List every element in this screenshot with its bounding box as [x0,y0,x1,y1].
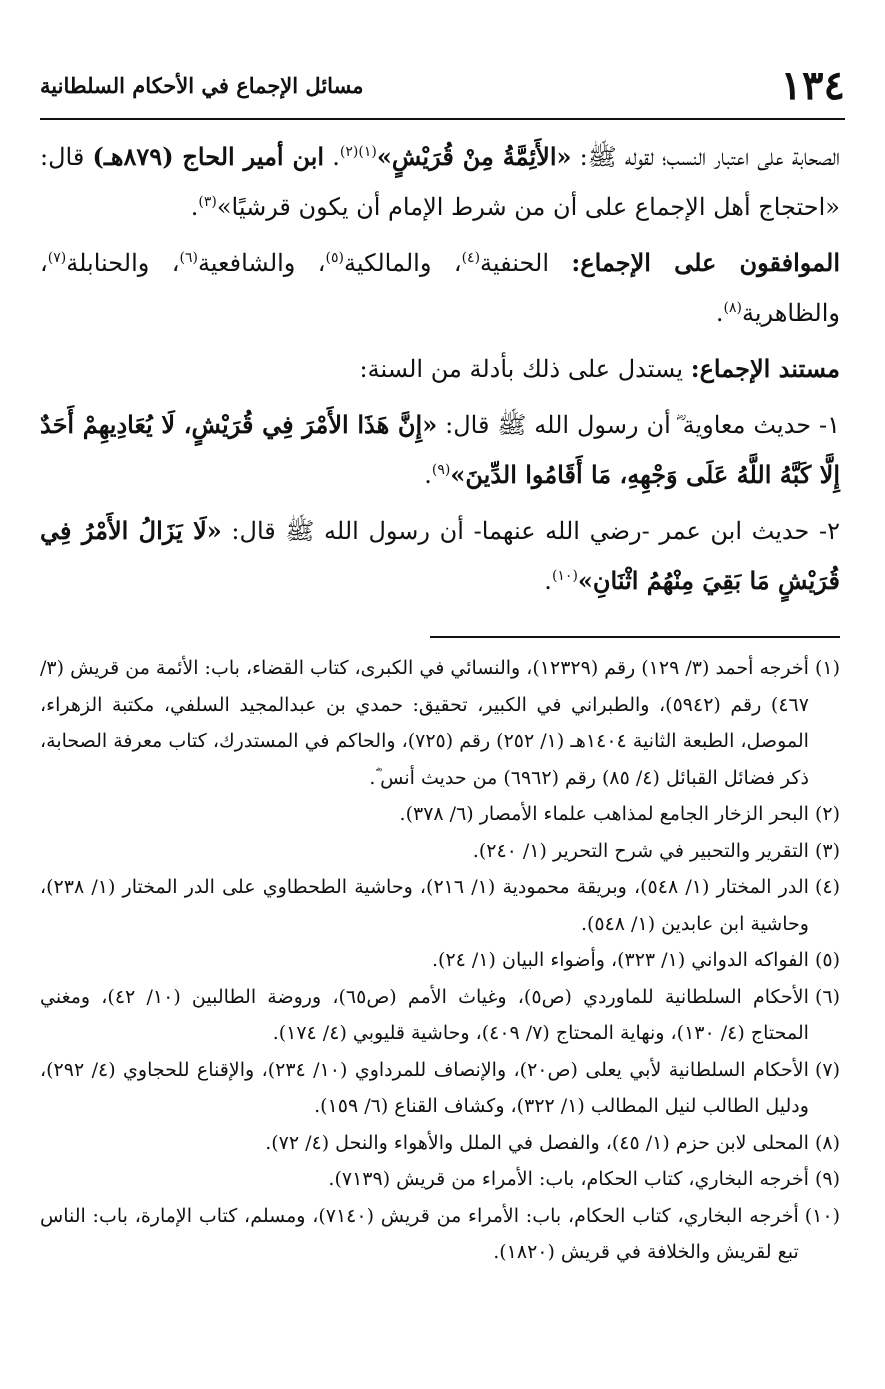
running-title: مسائل الإجماع في الأحكام السلطانية [40,72,364,98]
footnote-number: (٨) [814,1131,840,1154]
footnote-text: أخرجه البخاري، كتاب الحكام، باب: الأمراء من قريش (٧١٣٩). [328,1168,809,1190]
footnote [40,1198,840,1271]
footnote-text: البحر الزخار الجامع لمذاهب علماء الأمصار (٦/ ٣٧٨). [399,803,809,825]
footnote [40,650,840,796]
paragraph-hadith-ibn-umar [40,506,840,606]
zahiri-label: ، والظاهرية [40,249,840,327]
footnote-ref-1: (١) [358,144,377,160]
p4-end: . [424,461,432,489]
maliki-label: ، والمالكية [344,249,462,277]
footnote-ref-4: (٤) [461,250,481,266]
footnote-ref-7: (٧) [47,250,67,266]
footnotes [40,650,840,1271]
footnote-text: أخرجه أحمد (٣/ ١٢٩) رقم (١٢٣٢٩)، والنسائي في الكبرى، كتاب القضاء، باب: الأئمة من قريش (٣/ ٤٦٧) رقم (٥٩٤٢)، والطبراني في الكبير، تحقيق: حمدي بن عبدالمجيد السلفي، مكتبة الزهراء، الموصل، الطبعة الثانية ١٤٠٤هـ (١/ ٢٥٢) رقم (٧٢٥)، والحاكم في المستدرك، كتاب معرفة الصحابة، ذكر فضائل القبائل (٤/ ٨٥) رقم (٦٩٦٢) من حديث أنس ؓ. [40,657,809,789]
footnote [40,1161,840,1198]
footnote [40,869,840,942]
footnote-text: أخرجه البخاري، كتاب الحكام، باب: الأمراء من قريش (٧١٤٠)، ومسلم، كتاب الإمارة، باب: الناس تبع لقريش والخلافة في قريش (١٨٢٠). [40,1204,799,1263]
p2-end: . [715,299,724,327]
hadith-ibn-umar: «لَا يَزَالُ الأَمْرُ فِي قُرَيْشٍ مَا بَقِيَ مِنْهُمُ اثْنَانِ» [40,516,840,595]
author-name: ابن أمير الحاج (٨٧٩هـ) [92,142,325,171]
footnote-ref-6: (٦) [179,250,198,266]
footnote-text: الأحكام السلطانية للماوردي (ص٥)، وغياث الأمم (ص٦٥)، وروضة الطالبين (١٠/ ٤٢)، ومغني المحتاج (٤/ ١٣٠)، ونهاية المحتاج (٧/ ٤٠٩)، وحاشية قليوبي (٤/ ١٧٤). [40,985,809,1044]
footnote [40,796,840,833]
footnote-text: الأحكام السلطانية لأبي يعلى (ص٢٠)، والإنصاف للمرداوي (١٠/ ٢٣٤)، والإقناع للحجاوي (٤/ ٢٩٢)، ودليل الطالب لنيل المطالب (١/ ٣٢٢)، وكشاف القناع (٦/ ١٥٩). [40,1058,809,1117]
header-rule [40,118,845,120]
basis-heading: مستند الإجماع: [690,354,840,383]
footnote [40,833,840,870]
main-text [40,132,840,612]
p1-end: . [190,193,199,221]
footnote-number: (٢) [814,803,840,825]
footnote-text: المحلى لابن حزم (١/ ٤٥)، والفصل في الملل والأهواء والنحل (٤/ ٧٢). [265,1131,809,1154]
p1-text-1: الصحابة على اعتبار النسب؛ لقوله ﷺ: [571,143,841,171]
page-number: ١٣٤ [780,61,845,109]
footnote-number: (١) [814,657,840,679]
p4-text: ١- حديث معاوية ؓ أن رسول الله ﷺ قال: [437,411,840,439]
hanafi-label: الحنفية [480,249,572,277]
hanbali-label: ، والحنابلة [66,249,180,277]
footnote-text: الفواكه الدواني (١/ ٣٢٣)، وأضواء البيان (١/ ٢٤). [432,949,809,971]
paragraph-agreeing [40,238,840,338]
footnote-number: (٤) [814,876,840,898]
footnote-separator [430,636,840,638]
agreeing-heading: الموافقون على الإجماع: [571,248,841,277]
footnote [40,942,840,979]
footnote-ref-2: (٢) [339,144,359,160]
footnote-number: (٦) [814,985,840,1008]
footnote-ref-9: (٩) [431,462,451,478]
footnote-ref-10: (١٠) [551,568,578,584]
footnote-number: (٩) [814,1168,840,1190]
footnote-number: (٥) [814,949,840,971]
shafii-label: ، والشافعية [197,249,326,277]
p1-text-2: . [324,143,340,171]
hadith-aimma: «الأَئِمَّةُ مِنْ قُرَيْشٍ» [376,142,572,171]
footnote-text: التقرير والتحبير في شرح التحرير (١/ ٢٤٠). [472,839,809,862]
hadith-muawiya: «إِنَّ هَذَا الأَمْرَ فِي قُرَيْشٍ، لَا يُعَادِيهِمْ أَحَدٌ إِلَّا كَبَّهُ اللَّهُ عَلَى وَجْهِهِ، مَا أَقَامُوا الدِّينَ» [40,410,840,489]
footnote [40,979,840,1052]
footnote-ref-8: (٨) [723,300,742,316]
footnote-text: الدر المختار (١/ ٥٤٨)، وبريقة محمودية (١/ ٢١٦)، وحاشية الطحطاوي على الدر المختار (١/ ٢٣٨)، وحاشية ابن عابدين (١/ ٥٤٨). [40,876,809,935]
footnote [40,1125,840,1162]
p5-text: ٢- حديث ابن عمر -رضي الله عنهما- أن رسول الله ﷺ قال: [221,517,841,545]
basis-text: يستدل على ذلك بأدلة من السنة: [359,355,691,383]
footnote-ref-5: (٥) [325,250,344,266]
p1-text-3: قال: «احتجاج أهل الإجماع على أن من شرط الإمام أن يكون قرشيًا» [40,143,840,221]
footnote-number: (١٠) [804,1204,840,1227]
p5-end: . [544,567,552,595]
page-header [40,58,845,112]
footnote [40,1052,840,1125]
paragraph-nasab [40,132,840,232]
footnote-number: (٧) [814,1058,840,1081]
paragraph-basis [40,344,840,394]
paragraph-hadith-muawiya [40,400,840,500]
footnote-number: (٣) [814,839,840,862]
footnote-ref-3: (٣) [198,194,217,210]
